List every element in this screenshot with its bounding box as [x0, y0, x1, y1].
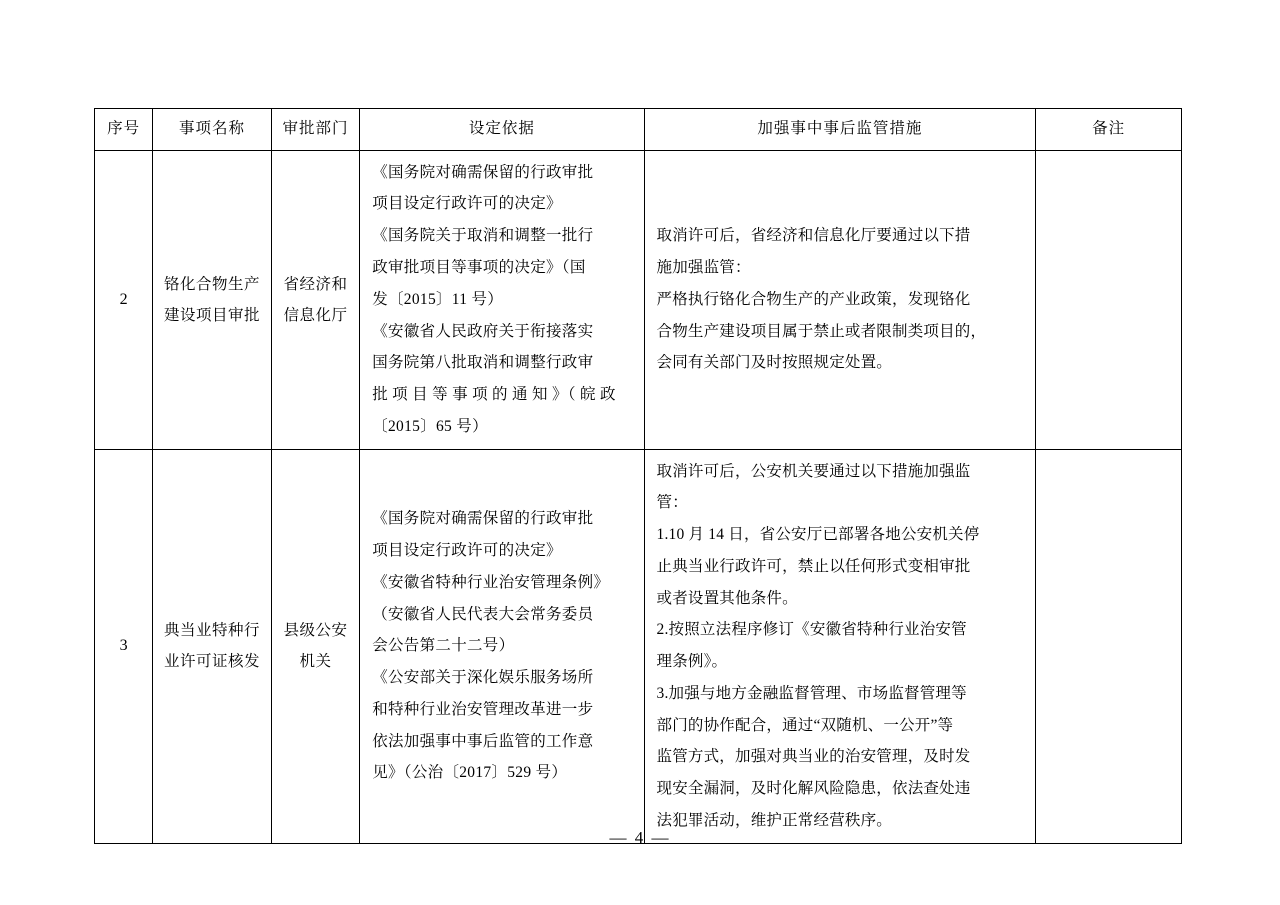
basis-line: （安徽省人民代表大会常务委员	[372, 605, 594, 623]
cell-item-name: 铬化合物生产建设项目审批	[153, 150, 272, 449]
measure-line: 现安全漏洞，及时化解风险隐患，依法查处违	[656, 780, 971, 798]
cell-item-name: 典当业特种行业许可证核发	[153, 449, 272, 843]
measure-line: 1.10 月 14 日，省公安厅已部署各地公安机关停	[656, 526, 980, 544]
column-header-approval-dept: 审批部门	[271, 109, 359, 151]
cell-legal-basis	[360, 150, 644, 449]
table-header	[95, 109, 1182, 151]
measure-line: 会同有关部门及时按照规定处置。	[656, 354, 893, 372]
measure-line: 止典当业行政许可，禁止以任何形式变相审批	[656, 557, 971, 575]
measure-line: 严格执行铬化合物生产的产业政策，发现铬化	[656, 290, 971, 308]
cell-remarks	[1036, 150, 1182, 449]
column-header-supervision-measures: 加强事中事后监管措施	[644, 109, 1036, 151]
table-header-row	[95, 109, 1182, 151]
cell-seq: 2	[95, 150, 153, 449]
measure-line: 施加强监管：	[656, 258, 751, 276]
measure-line: 理条例》。	[656, 653, 728, 671]
basis-line: 政审批项目等事项的决定》（国	[372, 258, 586, 276]
table-row	[95, 449, 1182, 843]
measure-line: 或者设置其他条件。	[656, 589, 798, 607]
basis-line: 《国务院对确需保留的行政审批	[372, 510, 594, 528]
measure-line: 管：	[656, 494, 688, 512]
basis-line: 发〔2015〕11 号）	[372, 290, 504, 308]
column-header-item-name: 事项名称	[153, 109, 272, 151]
basis-line: 批 项 目 等 事 项 的 通 知 》（ 皖 政	[372, 386, 616, 404]
basis-line: 《国务院对确需保留的行政审批	[372, 163, 594, 181]
page-footer: — 4 —	[609, 828, 671, 847]
cell-approval-dept: 县级公安机关	[271, 449, 359, 843]
column-header-legal-basis: 设定依据	[360, 109, 644, 151]
table-body	[95, 150, 1182, 843]
column-header-seq: 序号	[95, 109, 153, 151]
approval-items-table	[94, 108, 1182, 844]
basis-line: 〔2015〕65 号）	[372, 417, 488, 435]
basis-line: 会公告第二十二号）	[372, 637, 515, 655]
basis-line: 《安徽省特种行业治安管理条例》	[372, 573, 610, 591]
basis-line: 《安徽省人民政府关于衔接落实	[372, 322, 594, 340]
measure-line: 部门的协作配合，通过“双随机、一公开”等	[656, 716, 954, 734]
cell-approval-dept: 省经济和信息化厅	[271, 150, 359, 449]
basis-line: 见》（公治〔2017〕529 号）	[372, 764, 568, 782]
column-header-remarks: 备注	[1036, 109, 1182, 151]
basis-line: 项目设定行政许可的决定》	[372, 541, 562, 559]
measure-line: 合物生产建设项目属于禁止或者限制类项目的，	[656, 322, 987, 340]
cell-supervision-measures	[644, 449, 1036, 843]
basis-line: 《公安部关于深化娱乐服务场所	[372, 669, 594, 687]
measure-line: 取消许可后，省经济和信息化厅要通过以下措	[656, 227, 971, 245]
measure-line: 法犯罪活动，维护正常经营秩序。	[656, 811, 893, 829]
measure-line: 取消许可后，公安机关要通过以下措施加强监	[656, 462, 971, 480]
cell-supervision-measures	[644, 150, 1036, 449]
cell-legal-basis	[360, 449, 644, 843]
basis-line: 国务院第八批取消和调整行政审	[372, 354, 594, 372]
measure-line: 2.按照立法程序修订《安徽省特种行业治安管	[656, 621, 967, 639]
cell-seq: 3	[95, 449, 153, 843]
table-row	[95, 150, 1182, 449]
basis-line: 依法加强事中事后监管的工作意	[372, 732, 594, 750]
measure-line: 监管方式，加强对典当业的治安管理，及时发	[656, 748, 971, 766]
basis-line: 项目设定行政许可的决定》	[372, 195, 562, 213]
basis-line: 《国务院关于取消和调整一批行	[372, 227, 594, 245]
cell-remarks	[1036, 449, 1182, 843]
basis-line: 和特种行业治安管理改革进一步	[372, 700, 594, 718]
measure-line: 3.加强与地方金融监督管理、市场监督管理等	[656, 684, 967, 702]
